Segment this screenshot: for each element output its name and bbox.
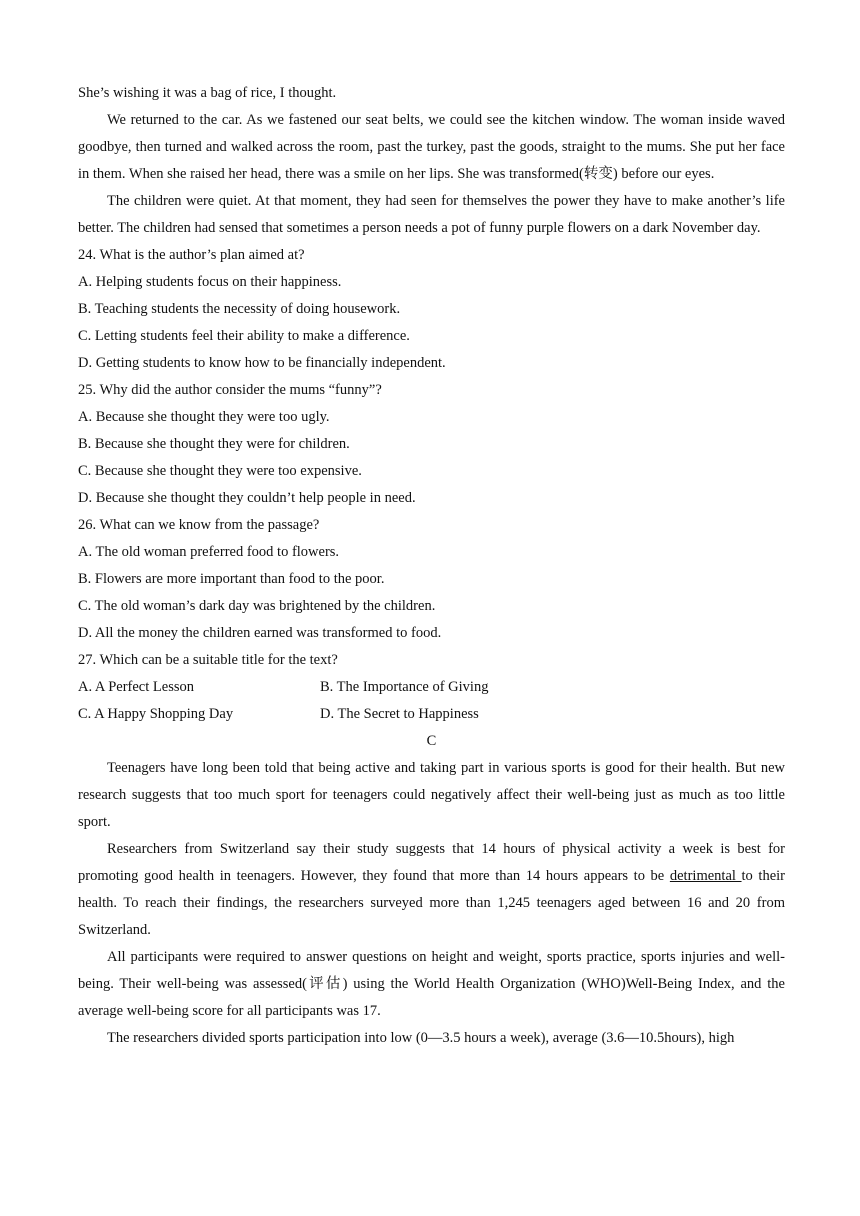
question-stem: 24. What is the author’s plan aimed at?	[78, 247, 305, 263]
option-c: C. A Happy Shopping Day	[78, 706, 234, 722]
passage-c-paragraph: Teenagers have long been told that being active and taking part in various sports is good for their health. But new research suggests that too much sport for teenagers could negatively affect their well-being just as much as too little sport.	[78, 760, 785, 830]
passage-b-closing-line: She’s wishing it was a bag of rice, I thought.	[78, 85, 337, 101]
option-d: D. Because she thought they couldn’t help people in need.	[78, 490, 416, 506]
question-stem: 25. Why did the author consider the mums “funny”?	[78, 382, 382, 398]
underlined-word: detrimental	[669, 868, 742, 884]
exam-page	[78, 80, 785, 1052]
paragraph-text: Researchers from Switzerland say their study suggests that 14 hours of physical activity a week is best for promoting good health in teenagers. However, they found that more than 14 hours appears to be	[78, 841, 785, 884]
option-row	[78, 701, 785, 728]
question-stem: 26. What can we know from the passage?	[78, 517, 320, 533]
passage-b-paragraph: We returned to the car. As we fastened our seat belts, we could see the kitchen window. The woman inside waved goodbye, then turned and walked across the room, past the turkey, past the goods, straight to the mums. She put her face in them. When she raised her head, there was a smile on her lips. She was transformed(转变) before our eyes.	[78, 112, 785, 182]
option-a: A. A Perfect Lesson	[78, 679, 194, 695]
option-b: B. Teaching students the necessity of doing housework.	[78, 301, 401, 317]
passage-c-paragraph: The researchers divided sports participation into low (0—3.5 hours a week), average (3.6—10.5hours), high	[107, 1030, 735, 1046]
option-c: C. Because she thought they were too expensive.	[78, 463, 362, 479]
option-row	[78, 674, 785, 701]
question-24	[78, 242, 785, 377]
question-27	[78, 647, 785, 728]
question-stem: 27. Which can be a suitable title for the text?	[78, 652, 338, 668]
option-b: B. The Importance of Giving	[320, 679, 489, 695]
paragraph-text: to their health. To reach their findings, the researchers surveyed more than 1,245 teenagers aged between 16 and 20 from Switzerland.	[78, 868, 786, 938]
option-d: D. The Secret to Happiness	[320, 706, 479, 722]
question-25	[78, 377, 785, 512]
option-b: B. Flowers are more important than food to the poor.	[78, 571, 385, 587]
option-c: C. The old woman’s dark day was brightened by the children.	[78, 598, 436, 614]
question-26	[78, 512, 785, 647]
passage-c-paragraph	[78, 836, 785, 944]
passage-c-paragraph: All participants were required to answer questions on height and weight, sports practice, sports injuries and well-being. Their well-being was assessed(评估) using the World Health Organization (WHO)Well-Being Index, and the average well-being score for all participants was 17.	[78, 949, 785, 1019]
passage-c-heading: C	[426, 733, 437, 749]
option-b: B. Because she thought they were for children.	[78, 436, 350, 452]
option-d: D. Getting students to know how to be financially independent.	[78, 355, 446, 371]
option-a: A. Helping students focus on their happiness.	[78, 274, 342, 290]
passage-b-paragraph: The children were quiet. At that moment, they had seen for themselves the power they have to make another’s life better. The children had sensed that sometimes a person needs a pot of funny purple flowers on a dark November day.	[78, 193, 785, 236]
option-d: D. All the money the children earned was transformed to food.	[78, 625, 442, 641]
option-c: C. Letting students feel their ability to make a difference.	[78, 328, 410, 344]
option-a: A. The old woman preferred food to flowers.	[78, 544, 340, 560]
option-a: A. Because she thought they were too ugly.	[78, 409, 330, 425]
